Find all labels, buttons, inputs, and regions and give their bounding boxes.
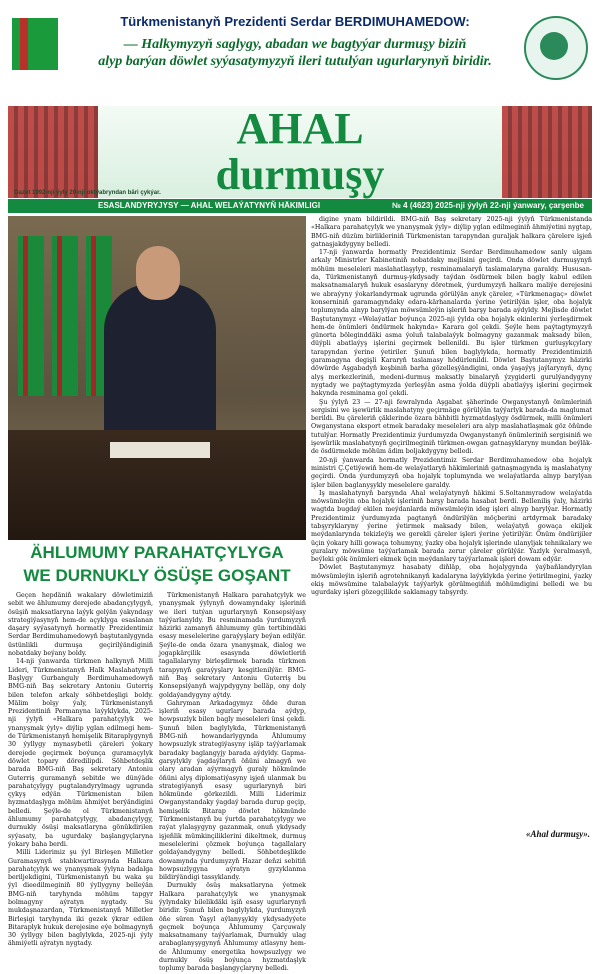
emblem-icon [524,16,588,80]
paragraph: 17-nji ýanwarda hormatly Prezidentimiz Serdar Berdimuhamedow sanly ulgam arkaly Ministrler Kabinetiniň nobatdaky mejlisini geçirdi. Onda döwlet durmuşynyň möhüm meseleleri maslahatlaşylyp, resminamalaryň taslamalaryna garaldy. Hususan-da, Türkmenistanyň durmuş-ykdysady taýdan ösdürmek bilen bagly kabul edilen maksatnamalaryň hukuk esaslaryny döretmek, ýurdumyzyň halkara maliýe derejesini we abraýyny ýokarlandyrmak ugrunda görülýän anyk çäreler, «Türkmenagaç» döwlet konserniniň garamagyndaky edara-kärhanalarda ýerine ýetirilýän işler, oba hojalyk toplumynda alnyp barylýan möwsümleýin işleriň barşy barada aýdyldy. Mejlisde döwlet Baştutanymyz «Welaýatlar boýunça 2025-nji ýylda oba hojalyk ekinlerini ýerleşdirmek hem-de önümleri öndürmek hakynda» Karara gol çekdi. Şeýle hem paýtagtymyzyň günorta böleginddäki asma ýoluň talabalaýyk bolmagyny gazanmak maksady bilen, düýpli abatlaýyş işlerini geçirmek bellenildi. Bu işler türkmen gurluşykçylary tarapyndan ýerine ýetiriler. Şunuň bilen baglylykda, hormatly Prezidentimiziň garamagyna degişli Kararyň taslamasy hödürlenildi. Döwlet Baştutanymyz häzirki döwürde Aşgabadyň keşbiniň barha gözelleşýändigini, onda ýaşaýyş jaýlarynyň, dynç alyş merkezleriniň, medeni-durmuş maksatly binalaryň ýzygiderli gurulýandygyny nygtady we paýtagtymyzda ýerleşýän asma ýolda düýpli abatlaýyş işlerini geçirmek hakynda resminama gol çekdi. [311,249,592,398]
article-title-line2: WE DURNUKLY ÖSÜŞE GOŞANT [23,566,291,585]
newspaper-name [8,106,592,198]
paragraph: Milli Liderimiz şu ýyl Birleşen Milletler Guramasynyň stabkwartirasynda Halkara parahatçylyk we ynanyşmak ýylyna badalga beriljekdigini, Türkmenistanyň bu waka şu ýyl dieedilmeginiň 80 ýyllygyny belleýän BMG-niň taryhynda möhüm tapgyr bolmagyny aýratyn nygtady. Su mukdaşnazardan, Türkmenistanyň Milletler Birleşigi taryhynda iki gezek ýkrar edilen Bitaraplyk hukuk derejesine eýe bolmagynyň 30 ýyllygy bilen baglylykda, 2025-nji ýyly ähmiýetli aýratyn nygtady. [8,849,153,948]
masthead [8,106,592,198]
header-banner [8,6,592,106]
headline-line1: Türkmenistanyň Prezidenti Serdar BERDIMUHAMEDOW: [120,14,470,29]
paragraph: Geçen hepdäniň wakalary döwletimiziň sebit we ählumumy derejede abadançylygyň, ösüşiň maksatlaryna laýyk gelýän ýakyndaşy strategiýasynyň hem-de açyklyga esaslanan daşary syýasatynyň hormatly Prezidentimiz Serdar Berdimuhamedowyň baştutanlygynda üstünlikli durmuşa geçirilýändiginiň nobatdaky beýany boldy. [8,592,153,658]
founded-note: Gazet 1992-nji ýyly 20-nji oktýabryndan bäri çykýar. [14,190,161,196]
paragraph: Durnukly ösüş maksatlaryna ýetmek Halkara parahatçylyk we ynanyşmak ýylyndaky bilelikdäki işiň esasy ugurlarynyň biridir. Şunuň bilen baglylykda, ýurdumyzyň öňe süren Ýaşyl aýlanyşykly ykdysadyýete geçmek boýunça Ählumumy Çarçuwaly maksatnamany taýýarlamak, Durnukly ulag arabaglanyşygynyň Ählumumy atlasyny hem-de Ählumumy energetika howpsuzlygy we durnukly ösüş boýunça hyzmatdaşlyk toplumy barada başlangyçlaryny belledi. [159,882,306,973]
paragraph: Türkmenistanyň Halkara parahatçylyk we ynanyşmak ýylynyň dowamyndaky işleriniň we ileri tutýan ugurlarynyň Konsepsiýasy taýýarlanyldy. Bu resminamada ýurdumyzyň häzirki zamanyň ählumumy gün tertibindäki esasy meselelerine garaýyşlary beýan edilýär. Şeýle-de onda özara ynanyşmak, dialog we jogapkärçilik esasynda döwletleriň tagallalaryny birleşdirmek barada türkmen tarapynyň garaýyşlary kesgitlenilýär. BMG-niň Baş sekretary Antoniu Guterriş bu Konsepsiýanyň wajypdygyny belläp, ony doly goldaýandygyny aýtdy. [159,592,306,699]
newspaper-name-bottom: durmuşy [215,150,385,199]
flag-icon [52,236,78,396]
papers [110,442,210,458]
paragraph: Gahryman Arkadagymyz öňde duran işleriň esasy ugurlary barada aýdyp, howpsuzlyk bilen bagly meseleleri ünsi çekdi. Şunuň bilen baglylykda, Türkmenistanyň BMG-niň howandarlygynda Ählumumy howpsuzlyk strategiýasyny işläp taýýarlamak baradaky baglangyjy barada aýdyldy. Gapma-garşylykly ýagdaýlaryň öňüni almagyň we olary aradan aýyrmagyň guraly hökmünde öňüni alyş diplomatiýasyny işjeň ulanmak bu strategiýanyň esasy ugurlarynyň biri hökmünde görkezildi. Milli Liderimiz Owganystandaky ýagdaý barada durup geçip, hemişelik Bitarap döwlet hökmünde Türkmenistanyň bu ýurtda parahatçylygy we raýat ylalaşygyny gazanmak, onuň ykdysady işjeňlik mümkinçiliklerini dikeltmek, durmuş meselelerini çözmek boýunça tagallalary goldaýandygyny belledi. Söhbetdeşlikde dowamynda ýurdumyzyň Hazar deňzi sebitiň howpsuzlygyna aýratyn gyzyklanma bildirýändigi tassyklandy. [159,699,306,882]
flag-icon [18,236,44,396]
issue-info: № 4 (4623) 2025-nji ýylyň 22-nji ýanwary, çarşenbe [392,201,584,210]
paragraph: Şu ýylyň 23 — 27-nji fewralynda Aşgabat şäherinde Owganystanyň önümleriniň sergisini we işewürlik maslahatyny geçirmäge görülýän taýýarlyk barada-da maglumat berildi. Bu çäreleriň çäklerinde özara bähbitli hyzmatdaşlygy ösdürmek, milli önümleri Owganystana eksport etmek baradaky meseleleri ara alyp maslahatlaşmak göz öňünde tutulýar. Hormatly Prezidentimiz ýurdumyzda Owganystanyň önümleriniň sergisiniň we işewürlik maslahatynyň geçirilmeginiň türkmen-owgan gatnaşyklaryny mundan beýläk-de ösdürmekde möhüm ädim boljakdygyny belledi. [311,398,592,456]
article-column-2 [159,592,306,973]
headline-line2: — Halkymyzyň saglygy, abadan we bagtyýar durmuşy biziň [123,37,467,52]
article-column-1 [8,592,153,948]
flag-icon [12,18,58,70]
paragraph: Iş maslahatynyň barşynda Ahal welaýatynyň häkimi S.Soltanmyradow welaýatda möwsümleýin oba hojalyk işleriniň barşy barada hasabat berdi. Belleniliş ýaly, häzirki wagtda bugdaý ekilen meýdanlarda möwsümleýin ideg işleri alnyp barylýar. Hormatly Prezidentimiz ýurdumyzda pagtanyň öndürilýän möçberini artdyrmak baradaky tabşyryklaryny ýerine ýetirmek maksady bilen, welaýatyň gowaça ekiljek meýdanlarynda tekizleýiş we gerekli çäreler işleri ýerine ýetirilýär. Önüm öndürijiler üçin ýokary hilli gowaça tohumyny, ýazky oba hojalyk işlerinde ulanyljak tehnikalary we guralary möwsüme taýýarlamak barada zerur çäreler görülýär. Ýazlyk ýeralmasyň, beýleki gök önümleri ekmek üçin meýdanlary taýýarlamak işleri dowam edýär. [311,489,592,564]
person-figure [104,284,216,444]
founder-text: ESASLANDYRYJYSY — AHAL WELAÝATYNYŇ HÄKIMLIGI [98,201,321,210]
paragraph: 20-nji ýanwarda hormatly Prezidentimiz Serdar Berdimuhamedow oba hojalyk ministri Ç.Çetiýewiň hem-de welaýatlaryň häkimleriniň gatnaşmagynda iş maslahatyny geçirdi. Onda ýurdumyzyň oba hojalyk toplumynda we welaýatlarda alnyp barylýan işler bilen baglanyşykly meselelere garaldy. [311,456,592,489]
paragraph: diginе ynam bildirildi. BMG-niň Baş sekretary 2025-nji ýylyň Türkmenistanda «Halkara parahatçylyk we ynanyşmak ýyly» diýlip yglan edilmeginiň ähmiýetini nygtap, BMG-niň düzüm birlikleriniň Türkmenistan tarapyndan guralјak halkara çärelere işjeň gatnaşjakdygyny belledi. [311,216,592,248]
article-column-3 [311,216,592,828]
president-photo [8,216,306,540]
headline-line3: alyp barýan döwlet syýasatymyzyň ileri tutulýan ugurlarynyň biridir. [98,54,492,69]
headline-quote [68,36,522,70]
paragraph: 14-nji ýanwarda türkmen halkynyň Milli Lideri, Türkmenistanyň Halk Maslahatynyň Başlygy Gurbanguly Berdimuhamedowyň BMG-niň Baş sekretary Antoniu Guterriş bilen telefon arkaly söhbetdeşligi boldy. Mälim bolşy ýaly, Türkmenistanyň Prezidentiniň Permanyna laýyklykda, 2025-nji ýylyň «Halkara parahatçylyk we ynanyşmak ýyly» diýlip yglan edilmegi hem-de Türkmenistanyň hemişelik Bitaraplygynyň 30 ýyllygy mynasybetli çäreleri ýokary derejede geçirmek boýunça guramaçylyk döwlet topary döredilipdi. Söhbetdeşlik barada BMG-niň Baş sekretary Antoniu Guterriş guramanyň sebitde we dünýäde parahatçylygy pugtalandyrylmagy ugrunda çykyş edýän Türkmenistan bilen hyzmatdaşlyga möhüm ähmiýet berýändigini belledi. Şeýle-de ol Türkmenistanyň ählumumy parahatçylygy, abadançylygy, durnukly ösüşi maksatlaryna gönükdirilen syýasaty, ba ugurdaky başlangyçlaryna ýokary baha berdi. [8,658,153,848]
issue-bar [8,199,592,213]
newspaper-name-top: AHAL [236,104,364,153]
article-title-line1: ÄHLUMUMY PARAHATÇYLYGA [30,543,284,562]
person-head [136,246,180,300]
paragraph: Döwlet Baştutanymyz hasabaty diňläp, oba hojalygynda ýaýbaňlandyrylan möwsümleýin işleriň agrotehnikanyň kadalaryna laýyklykda ýerine ýetirilmegini, ýazky ekiş möwsümine talabalaýyk taýýarlyk görülmegiňiň möhümdigini belledi we bu ugurdaky işleri gözegçilikde saklamagy tabşyrdy. [311,564,592,597]
article-signature: «Ahal durmuşy». [525,829,590,839]
